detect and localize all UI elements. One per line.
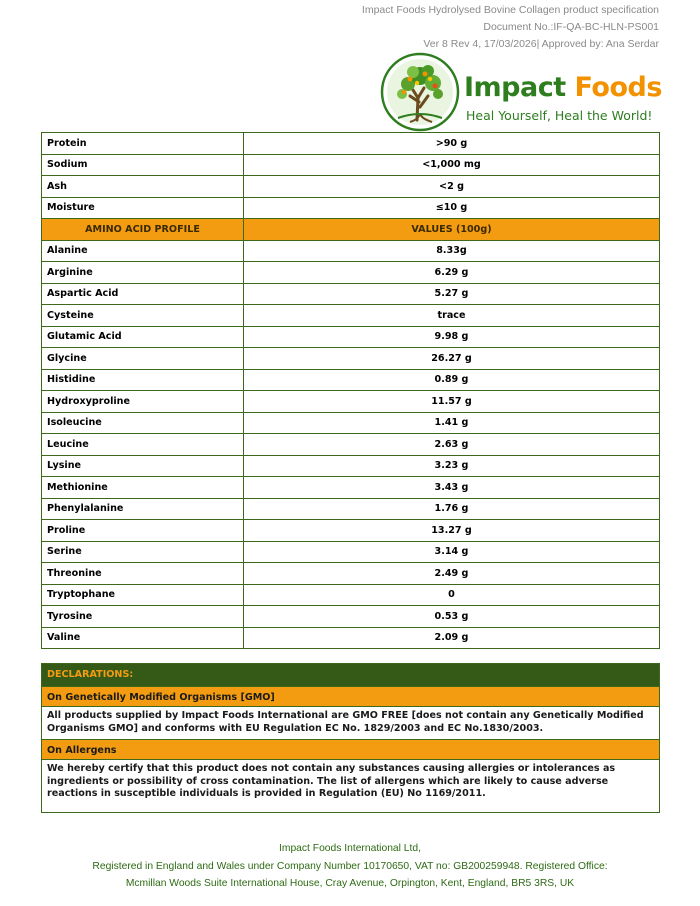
amino-acid-row-value: 0.53 g [244,606,660,628]
amino-acid-row [42,326,660,348]
declarations-title: DECLARATIONS: [42,664,659,686]
amino-acid-row-value: 3.23 g [244,455,660,477]
amino-acid-row-label: Isoleucine [42,412,244,434]
amino-acid-row-label: Serine [42,541,244,563]
composition-row-label: Ash [42,176,244,198]
amino-acid-row [42,477,660,499]
page-footer [0,840,700,893]
amino-acid-row-value: 0.89 g [244,369,660,391]
gmo-statement: All products supplied by Impact Foods International are GMO FREE [does not contain any Genetically Modified Organisms GMO] and conforms with EU Regulation EC No. 1829/2003 and EC No.1830/2003. [47,710,644,734]
declarations-section [41,663,660,813]
gmo-heading: On Genetically Modified Organisms [GMO] [42,686,659,707]
composition-row-value: >90 g [244,133,660,155]
composition-row-value: ≤10 g [244,197,660,219]
allergen-heading: On Allergens [42,739,659,760]
amino-acid-row-value: 3.14 g [244,541,660,563]
allergen-statement: We hereby certify that this product does not contain any substances causing allergies or intolerances as ingredients or possibility of cross contamination. The list of allergens which are likely to cause adverse reactions in susceptible individuals is provided in Regulation (EU) No 1169/2011. [47,763,616,799]
amino-acid-row [42,541,660,563]
amino-acid-header-row [42,219,660,241]
amino-acid-row-label: Valine [42,627,244,649]
amino-acid-row-value: 8.33g [244,240,660,262]
amino-acid-row-value: 26.27 g [244,348,660,370]
composition-row [42,197,660,219]
amino-acid-row-label: Histidine [42,369,244,391]
composition-row-label: Protein [42,133,244,155]
amino-acid-row [42,369,660,391]
composition-row [42,176,660,198]
composition-row-value: <2 g [244,176,660,198]
amino-acid-row-label: Proline [42,520,244,542]
amino-acid-row [42,455,660,477]
amino-acid-row-value: 9.98 g [244,326,660,348]
amino-acid-row [42,627,660,649]
amino-acid-row-value: 2.09 g [244,627,660,649]
amino-acid-row [42,305,660,327]
amino-acid-row-label: Glutamic Acid [42,326,244,348]
amino-acid-row-value: trace [244,305,660,327]
company-logo [380,52,660,132]
amino-acid-row-label: Leucine [42,434,244,456]
amino-acid-row-value: 6.29 g [244,262,660,284]
amino-acid-row [42,348,660,370]
tree-icon [380,52,460,132]
header-version: Ver 8 Rev 4, 17/03/2026| Approved by: Ana Serdar [423,38,659,50]
amino-acid-row-label: Tryptophane [42,584,244,606]
composition-row [42,154,660,176]
amino-acid-row-label: Glycine [42,348,244,370]
amino-acid-row [42,520,660,542]
amino-acid-row [42,434,660,456]
amino-acid-row [42,563,660,585]
amino-acid-row-value: 11.57 g [244,391,660,413]
amino-acid-row-label: Threonine [42,563,244,585]
header-title: Impact Foods Hydrolysed Bovine Collagen product specification [361,4,659,16]
amino-acid-row-value: 13.27 g [244,520,660,542]
amino-acid-row-label: Phenylalanine [42,498,244,520]
amino-acid-row-value: 0 [244,584,660,606]
amino-acid-row-value: 1.41 g [244,412,660,434]
logo-word-foods: Foods [574,72,662,103]
amino-acid-row-label: Alanine [42,240,244,262]
composition-row-label: Sodium [42,154,244,176]
amino-acid-row [42,606,660,628]
amino-acid-row [42,584,660,606]
specification-table [41,132,660,649]
footer-address: Mcmillan Woods Suite International House, Cray Avenue, Orpington, Kent, England, BR5 3RS, UK [125,878,575,889]
document-header [362,2,659,53]
logo-tagline: Heal Yourself, Heal the World! [466,108,653,123]
footer-registration: Registered in England and Wales under Company Number 10170650, VAT no: GB200259948. Registered Office: [92,860,608,872]
amino-acid-row [42,262,660,284]
amino-acid-row-value: 1.76 g [244,498,660,520]
amino-acid-row-label: Cysteine [42,305,244,327]
amino-acid-row-label: Hydroxyproline [42,391,244,413]
amino-acid-header-row-label: AMINO ACID PROFILE [42,219,244,241]
amino-acid-row-value: 3.43 g [244,477,660,499]
composition-row [42,133,660,155]
specification-table-body [42,133,660,649]
amino-acid-row [42,283,660,305]
composition-row-label: Moisture [42,197,244,219]
header-document-number: Document No.:IF-QA-BC-HLN-PS001 [483,21,659,33]
amino-acid-row-label: Arginine [42,262,244,284]
amino-acid-row-label: Tyrosine [42,606,244,628]
logo-word-impact: Impact [464,72,566,103]
composition-row-value: <1,000 mg [244,154,660,176]
amino-acid-row [42,498,660,520]
amino-acid-row [42,240,660,262]
amino-acid-row-label: Methionine [42,477,244,499]
amino-acid-row [42,412,660,434]
footer-company: Impact Foods International Ltd, [279,843,421,854]
amino-acid-row-value: 2.49 g [244,563,660,585]
amino-acid-header-row-value: VALUES (100g) [244,219,660,241]
amino-acid-row-value: 2.63 g [244,434,660,456]
amino-acid-row-label: Lysine [42,455,244,477]
logo-wordmark [464,72,662,103]
amino-acid-row [42,391,660,413]
amino-acid-row-label: Aspartic Acid [42,283,244,305]
amino-acid-row-value: 5.27 g [244,283,660,305]
